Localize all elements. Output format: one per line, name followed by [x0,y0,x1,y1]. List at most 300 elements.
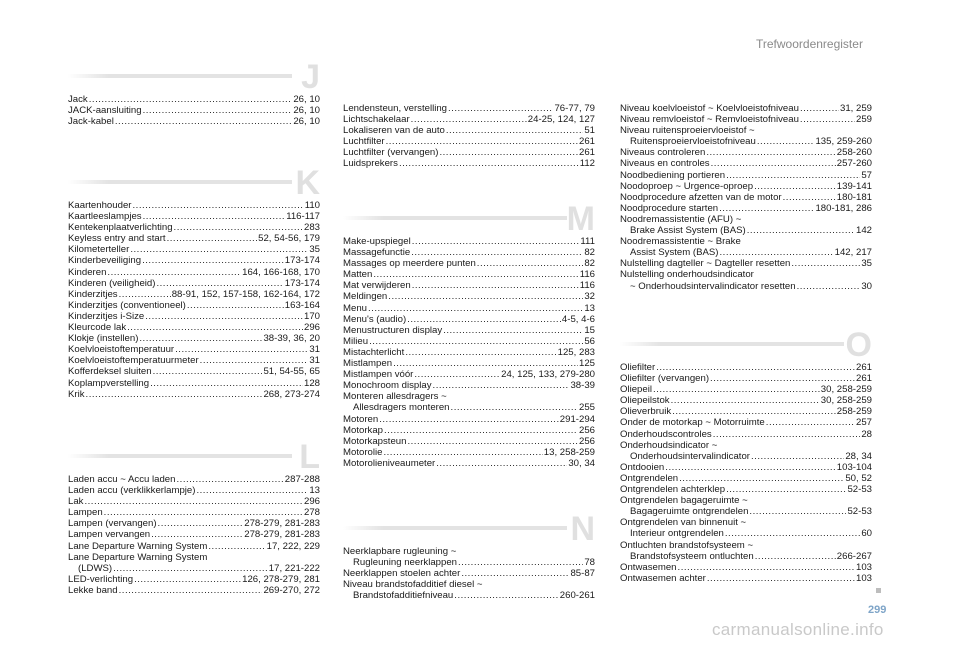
index-entry [343,436,595,447]
section-o-heading [620,328,872,362]
index-entry-term: Lampen [68,507,103,519]
index-list [68,200,320,400]
dot-leader [433,380,570,391]
dot-leader [143,105,293,116]
index-entry [68,244,320,255]
dot-leader [139,333,262,344]
index-entry [620,395,872,406]
dot-leader [373,269,578,280]
index-entry-term: Meldingen [343,291,388,303]
index-entry [68,333,320,344]
index-entry [343,402,595,413]
index-entry-pages: 17, 221-222 [268,562,320,574]
index-entry-term: Nulstelling dagteller ~ Dagteller resetten [620,258,791,270]
index-entry-term: Klokje (instellen) [68,333,139,345]
index-entry-term: Keyless entry and start [68,233,166,245]
index-entry [620,225,872,236]
index-entry-term: Ontgrendelen achterklep [620,484,726,496]
index-entry [343,125,595,136]
index-entry-term: LED-verlichting [68,573,134,585]
index-entry [620,203,872,214]
index-entry-term: Neerklapbare rugleuning ~ [343,546,457,557]
index-entry-term: Noodremassistentie ~ Brake [620,236,741,248]
dot-leader [751,451,844,462]
index-entry-term: Kinderzitjes (conventioneel) [68,299,186,311]
index-entry-pages: 257-260 [836,158,872,170]
index-entry-pages: 261 [578,147,595,159]
index-entry [620,214,872,225]
dot-leader [107,267,241,278]
index-entry [343,557,595,568]
page-number: 299 [868,604,887,616]
index-entry-term: Ontgrendelen bagageruimte ~ [620,495,748,507]
index-entry-term: Motorkap [343,424,383,436]
index-entry-pages: 103 [855,572,872,584]
index-entry [68,311,320,322]
index-entry [343,325,595,336]
index-entry-pages: 268, 273-274 [263,388,320,400]
page-header: Trefwoordenregister [756,37,863,51]
index-entry [343,546,595,557]
dot-leader [386,136,578,147]
section-divider [68,74,292,78]
index-entry [620,258,872,269]
index-entry [620,528,872,539]
index-entry-term: Menustructuren display [343,324,443,336]
dot-leader [127,322,303,333]
dot-leader [175,344,308,355]
index-entry [620,281,872,292]
index-entry-term: Luchtfilter (vervangen) [343,147,439,159]
index-entry [620,181,872,192]
dot-leader [711,158,836,169]
section-k-heading [68,166,320,200]
index-entry-term: Ontwasemen achter [620,572,706,584]
dot-leader [134,574,241,585]
section-divider [620,342,844,346]
index-entry-pages: 163-164 [284,299,320,311]
index-entry [343,269,595,280]
index-entry-term: Matten [343,269,373,281]
index-entry-term: Monteren allesdragers ~ [343,391,447,403]
index-entry [343,314,595,325]
section-letter: L [299,438,320,476]
index-entry-pages: 173-174 [284,255,320,267]
index-entry-pages: 31 [309,355,320,367]
index-entry-term: Luchtfilter [343,136,385,148]
index-entry-term: Niveau ruitensproeiervloeistof ~ [620,125,755,137]
index-entry [620,147,872,158]
index-list [620,103,872,292]
index-entry-term: Niveau brandstofadditief diesel ~ [343,579,483,591]
index-entry-term: Kentekenplaatverlichting [68,222,173,234]
dot-leader [167,233,258,244]
dot-leader [653,384,820,395]
index-entry-term: Menu [343,302,367,314]
index-entry [343,280,595,291]
index-entry-pages: 125, 283 [557,346,595,358]
index-entry-term: Jack [68,94,88,105]
dot-leader [150,378,303,389]
index-entry [343,425,595,436]
dot-leader [368,303,583,314]
index-entry [620,406,872,417]
index-entry-pages: 259 [855,114,872,126]
index-entry-pages: 258-260 [836,147,872,159]
index-entry [68,389,320,400]
index-entry-term: Lane Departure Warning System [68,540,208,552]
index-entry [343,258,595,269]
index-entry-term: Onder de motorkap ~ Motorruimte [620,417,765,429]
dot-leader [405,347,556,358]
section-m [343,202,595,469]
index-entry [343,458,595,469]
index-entry-term: Lokaliseren van de auto [343,125,445,137]
index-entry-term: Ruitensproeiervloeistofniveau [630,136,756,148]
index-entry-pages: 111 [580,236,595,247]
index-entry-term: Ontgrendelen van binnenuit ~ [620,517,747,529]
index-entry-pages: 38-39, 36, 20 [263,333,320,345]
dot-leader [458,557,583,568]
index-entry [620,373,872,384]
dot-leader [393,358,578,369]
dot-leader [713,429,861,440]
index-entry-term: Menu's (audio) [343,313,407,325]
dot-leader [86,389,263,400]
dot-leader [130,244,308,255]
index-entry [68,267,320,278]
dot-leader [132,200,303,211]
index-entry-pages: 26, 10 [293,94,320,105]
index-entry [68,211,320,222]
dot-leader [678,562,855,573]
index-entry-pages: 139-141 [836,180,872,192]
index-entry [68,222,320,233]
dot-leader [443,325,583,336]
index-entry-term: Motorolie [343,446,383,458]
index-entry-term: Lane Departure Warning System [68,551,208,563]
index-entry-pages: 78 [584,557,595,569]
index-entry-pages: 261 [578,136,595,148]
index-entry-pages: 24-25, 124, 127 [527,114,595,126]
index-entry-term: Motoren [343,413,379,425]
index-entry [343,369,595,380]
index-entry [343,414,595,425]
index-entry-pages: 278-279, 281-283 [244,529,320,541]
index-entry [68,378,320,389]
index-entry [343,136,595,147]
section-letter: K [295,164,320,202]
index-entry-term: Monochroom display [343,380,432,392]
dot-leader [176,474,283,485]
dot-leader [115,116,292,127]
index-entry-term: Onderhoudsintervalindicator [630,450,750,462]
index-entry [620,429,872,440]
index-entry-term: Onderhoudscontroles [620,428,712,440]
index-entry-pages: 82 [584,258,595,270]
index-entry [68,322,320,333]
index-entry-pages: 257 [855,417,872,429]
index-entry [68,485,320,496]
index-entry-pages: 116 [579,269,595,281]
index-entry-term: Koelvloeistoftemperatuur [68,344,175,356]
dot-leader [747,225,855,236]
section-k [68,166,320,400]
index-entry-term: Noodprocedure afzetten van de motor [620,191,782,203]
dot-leader [187,300,284,311]
index-entry [68,300,320,311]
index-entry [620,551,872,562]
index-entry-pages: 32 [584,291,595,303]
index-entry-pages: 38-39 [570,380,595,392]
section-letter: O [845,326,872,364]
index-entry [68,574,320,585]
index-entry [343,114,595,125]
dot-leader [800,103,839,114]
dot-leader [399,158,579,169]
dot-leader [725,528,860,539]
dot-leader [151,529,243,540]
index-entry-term: ~ Onderhoudsintervalindicator resetten [630,280,796,292]
index-entry-pages: 261 [855,362,872,373]
section-n-heading [343,512,595,546]
index-entry-pages: 88-91, 152, 157-158, 162-164, 172 [171,288,320,300]
index-entry-term: Massages op meerdere punten [343,258,476,270]
index-entry [620,362,872,373]
index-entry-term: Niveau koelvloeistof ~ Koelvloeistofniveau [620,103,799,114]
index-entry-pages: 256 [578,424,595,436]
index-entry-pages: 278-279, 281-283 [244,518,320,530]
index-entry [68,496,320,507]
dot-leader [451,402,578,413]
index-entry-term: Ontdooien [620,461,665,473]
dot-leader [104,507,303,518]
dot-leader [679,473,844,484]
index-entry-term: Noodremassistentie (AFU) ~ [620,213,742,225]
index-entry [343,147,595,158]
watermark-logo: carmanualsonline.info [712,620,884,639]
index-entry-pages: 116 [579,280,595,292]
section-j [68,60,320,127]
dot-leader [800,114,855,125]
index-entry-term: Lendensteun, verstelling [343,103,448,114]
index-entry-term: Brandstofadditiefniveau [353,590,454,602]
dot-leader [379,414,559,425]
index-entry [620,384,872,395]
index-entry-term: Lak [68,496,84,508]
index-entry [620,540,872,551]
index-entry-term: Niveaus en controles [620,158,710,170]
index-list [343,546,595,601]
index-entry-term: Koelvloeistoftemperatuurmeter [68,355,199,367]
section-letter: N [570,510,595,548]
index-entry-term: Nulstelling onderhoudsindicator [620,269,754,281]
index-entry-term: Kinderbeveiliging [68,255,142,267]
index-entry [620,192,872,203]
dot-leader [89,94,293,105]
dot-leader [119,289,171,300]
index-entry [68,116,320,127]
index-entry-pages: 180-181, 286 [815,202,872,214]
index-entry-pages: 112 [579,158,595,170]
index-entry-pages: 180-181 [836,191,872,203]
index-entry-term: Laden accu (verklikkerlampje) [68,485,196,497]
index-entry [620,484,872,495]
section-divider [68,454,292,458]
index-entry-pages: 103-104 [836,461,872,473]
index-entry-pages: 255 [578,402,595,414]
index-entry-term: Motorkapsteun [343,435,407,447]
index-entry [68,355,320,366]
index-entry-pages: 50, 52 [845,472,872,484]
dot-leader [174,222,303,233]
index-entry-term: Lekke band [68,584,118,596]
index-entry [68,344,320,355]
index-entry-pages: 128 [303,377,320,389]
dot-leader [411,247,583,258]
index-entry [68,563,320,574]
index-entry-term: Kilometerteller [68,244,130,256]
section-j-heading [68,60,320,94]
index-list [68,94,320,127]
index-entry-term: Kinderen [68,266,107,278]
index-entry-term: Assist System (BAS) [630,247,719,259]
index-entry-term: Noodprocedure starten [620,202,719,214]
index-entry-term: Onderhoudsindicator ~ [620,439,718,451]
dot-leader [757,136,815,147]
index-entry-term: Lampen vervangen [68,529,151,541]
index-entry [68,541,320,552]
dot-leader [707,573,855,584]
index-entry-term: Oliepeil [620,384,652,396]
index-entry-term: Mat verwijderen [343,280,411,292]
dot-leader [383,447,542,458]
section-m-heading [343,202,595,236]
index-entry [343,568,595,579]
index-entry-pages: 28 [861,428,872,440]
index-entry-term: Milieu [343,335,369,347]
index-entry [620,236,872,247]
dot-leader [153,366,263,377]
index-entry-term: Koplampverstelling [68,377,150,389]
dot-leader [706,147,835,158]
dot-leader [791,258,860,269]
index-entry-pages: 24, 125, 133, 279-280 [501,369,595,381]
index-entry-pages: 35 [309,244,320,256]
dot-leader [369,336,583,347]
index-entry-pages: 52, 54-56, 179 [258,233,320,245]
index-entry-pages: 296 [303,496,320,508]
index-entry-term: Mistachterlicht [343,346,405,358]
index-entry [68,105,320,116]
index-entry-term: Ontgrendelen [620,472,679,484]
index-entry-pages: 256 [578,435,595,447]
index-list [68,474,320,596]
index-entry-pages: 260-261 [559,590,595,602]
section-divider [68,180,292,184]
index-entry [620,103,872,114]
dot-leader [196,485,308,496]
index-entry-term: Lampen (vervangen) [68,518,157,530]
index-entry [343,447,595,458]
index-entry [620,473,872,484]
dot-leader [384,425,578,436]
dot-leader [783,192,836,203]
index-entry-pages: 51, 54-55, 65 [263,366,320,378]
index-entry-pages: 52-53 [847,506,872,518]
index-entry-pages: 142, 217 [834,247,872,259]
dot-leader [726,170,860,181]
index-entry-term: Kinderzitjes i-Size [68,310,145,322]
index-entry-pages: 13 [309,485,320,497]
index-entry [620,158,872,169]
dot-leader [754,181,836,192]
index-entry [68,529,320,540]
index-entry-pages: 30, 258-259 [820,384,872,396]
dot-leader [671,395,820,406]
index-entry-pages: 291-294 [559,413,595,425]
index-entry-term: Brake Assist System (BAS) [630,225,746,237]
index-entry-pages: 269-270, 272 [263,584,320,596]
index-entry [620,440,872,451]
index-entry [68,585,320,596]
index-entry-term: Olieverbruik [620,406,672,418]
section-letter: J [301,58,320,96]
dot-leader [439,147,578,158]
index-entry-pages: 57 [861,169,872,181]
index-entry [343,380,595,391]
index-entry-pages: 116-117 [286,211,320,223]
index-entry [620,451,872,462]
index-entry [68,552,320,563]
index-entry-term: Kaartenhouder [68,200,132,211]
index-entry-term: Mistlampen [343,358,393,370]
index-entry-pages: 30, 258-259 [820,395,872,407]
section-l [68,440,320,596]
section-l-continued [343,103,595,170]
section-n [343,512,595,601]
index-entry-pages: 164, 166-168, 170 [242,266,320,278]
index-entry [68,366,320,377]
index-entry-pages: 170 [303,310,320,322]
index-entry [620,506,872,517]
page-marker-square [876,588,881,593]
index-entry-pages: 258-259 [836,406,872,418]
index-entry [620,562,872,573]
dot-leader [448,103,553,114]
index-entry-pages: 110 [304,200,320,211]
index-entry [343,291,595,302]
index-entry [68,200,320,211]
index-entry-term: Lichtschakelaar [343,114,410,126]
dot-leader [414,369,500,380]
dot-leader [208,541,265,552]
index-entry-term: Oliefilter (vervangen) [620,373,710,385]
section-l-heading [68,440,320,474]
dot-leader [142,255,284,266]
index-entry-term: Laden accu ~ Accu laden [68,474,176,485]
index-entry [620,114,872,125]
index-entry [620,136,872,147]
dot-leader [446,125,583,136]
section-divider [343,526,567,530]
index-entry-pages: 17, 222, 229 [266,540,320,552]
dot-leader [665,462,836,473]
index-entry-term: Rugleuning neerklappen [353,557,458,569]
index-entry [620,417,872,428]
dot-leader [477,258,584,269]
index-entry-pages: 82 [584,247,595,259]
